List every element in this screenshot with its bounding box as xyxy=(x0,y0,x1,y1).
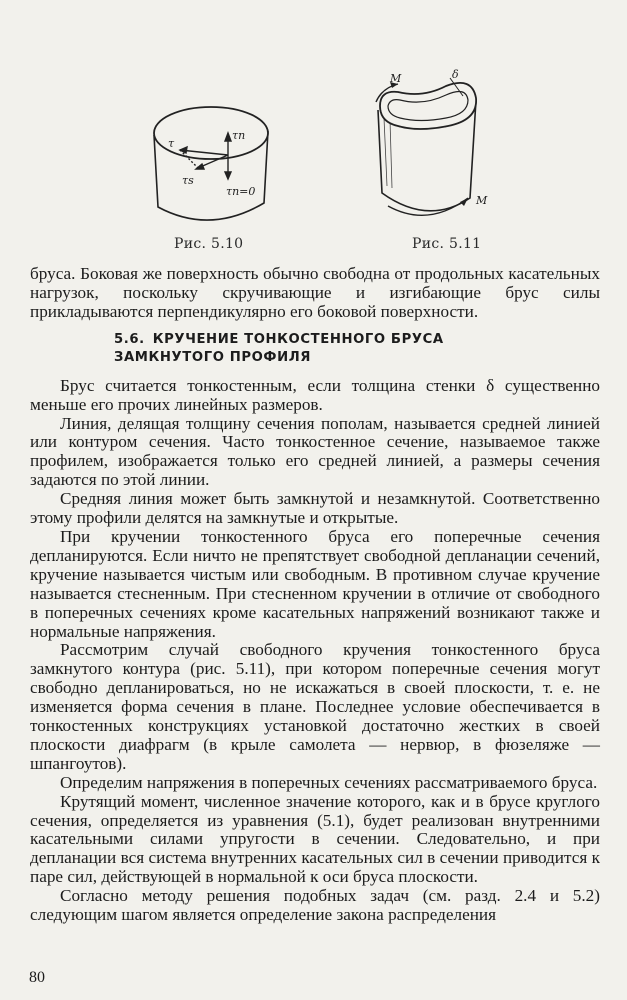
tau-n-zero-label: τn=0 xyxy=(226,185,256,198)
paragraph: Определим напряжения в поперечных сечениях рассматриваемого бруса. xyxy=(60,772,598,792)
figure-5-10 xyxy=(140,95,290,235)
paragraph: Согласно методу решения подобных задач (см. разд. 2.4 и 5.2) следующим шагом является определение закона распределения xyxy=(30,886,600,925)
tau-n-label: τn xyxy=(232,129,246,142)
paragraph: Линия, делящая толщину сечения пополам, называется средней линией или контуром сечения. Часто тонкостенное сечение, называемое также профилем, изображается только его средней линией, а размеры сечения задаются по этой линии. xyxy=(30,413,600,490)
cylinder-top-face xyxy=(154,107,268,159)
tau-n-zero-arrowhead xyxy=(225,172,231,179)
cylinder-diagram xyxy=(140,95,290,235)
bottom-moment-label: M xyxy=(476,194,488,207)
paragraph: Брус считается тонкостенным, если толщина стенки δ существенно меньше его прочих линейных размеров. xyxy=(30,375,600,414)
figure-5-10-caption: Рис. 5.10 xyxy=(174,236,244,252)
tau-s-label: τs xyxy=(182,174,194,187)
tau-label: τ xyxy=(168,137,175,150)
tube-diagram xyxy=(368,68,508,233)
tau-s-arrowhead xyxy=(196,164,204,169)
figure-5-11 xyxy=(368,68,508,233)
body-text xyxy=(30,265,600,925)
figure-5-11-caption: Рис. 5.11 xyxy=(412,236,482,252)
section-title-line1: КРУЧЕНИЕ ТОНКОСТЕННОГО БРУСА xyxy=(152,331,444,347)
intro-paragraph: бруса. Боковая же поверхность обычно свободна от продольных касательных нагрузок, поскольку скручивающие и изгибающие брус силы прикладываются перпендикулярно его боковой поверхности. xyxy=(30,264,600,321)
paragraph: Средняя линия может быть замкнутой и незамкнутой. Соответственно этому профили делятся на замкнутые и открытые. xyxy=(30,489,600,528)
tube-wall-lines xyxy=(384,118,392,188)
page-number: 80 xyxy=(29,969,45,986)
figures-area xyxy=(0,0,627,260)
section-number: 5.6. xyxy=(114,331,145,347)
paragraph: Крутящий момент, численное значение которого, как и в брусе круглого сечения, определяется из уравнения (5.1), будет реализован внутренними касательными силами упругости в сечении. Следовательно, и при депланации вся система внутренних касательных сил в сечении приводится к паре сил, действующей в нормальной к оси бруса плоскости. xyxy=(30,791,600,887)
bottom-moment-arrowhead xyxy=(460,198,468,206)
paragraph: При кручении тонкостенного бруса его поперечные сечения депланируются. Если ничто не препятствует свободной депланации сечений, кручение называется чистым или свободным. В противном случае кручение называется стесненным. При стесненном кручении в отличие от свободного в поперечных сечениях кроме касательных напряжений возникают также и нормальные напряжения. xyxy=(30,526,600,641)
top-moment-label: M xyxy=(390,72,402,85)
bottom-moment-arc xyxy=(388,198,468,215)
tube-outer-contour xyxy=(380,83,476,129)
section-heading xyxy=(30,331,600,367)
paragraph: Рассмотрим случай свободного кручения тонкостенного бруса замкнутого контура (рис. 5.11), при котором поперечные сечения могут свободно депланироваться, но не искажаться в своей плоскости, т. е. не изменяется форма сечения в плане. Последнее условие обеспечивается в тонкостенных конструкциях установкой достаточно жестких в своей плоскости диафрагм (в крыле самолета — нервюр, в фюзеляже — шпангоутов). xyxy=(30,640,600,773)
delta-label: δ xyxy=(452,68,459,81)
section-title-line2: ЗАМКНУТОГО ПРОФИЛЯ xyxy=(114,349,312,365)
